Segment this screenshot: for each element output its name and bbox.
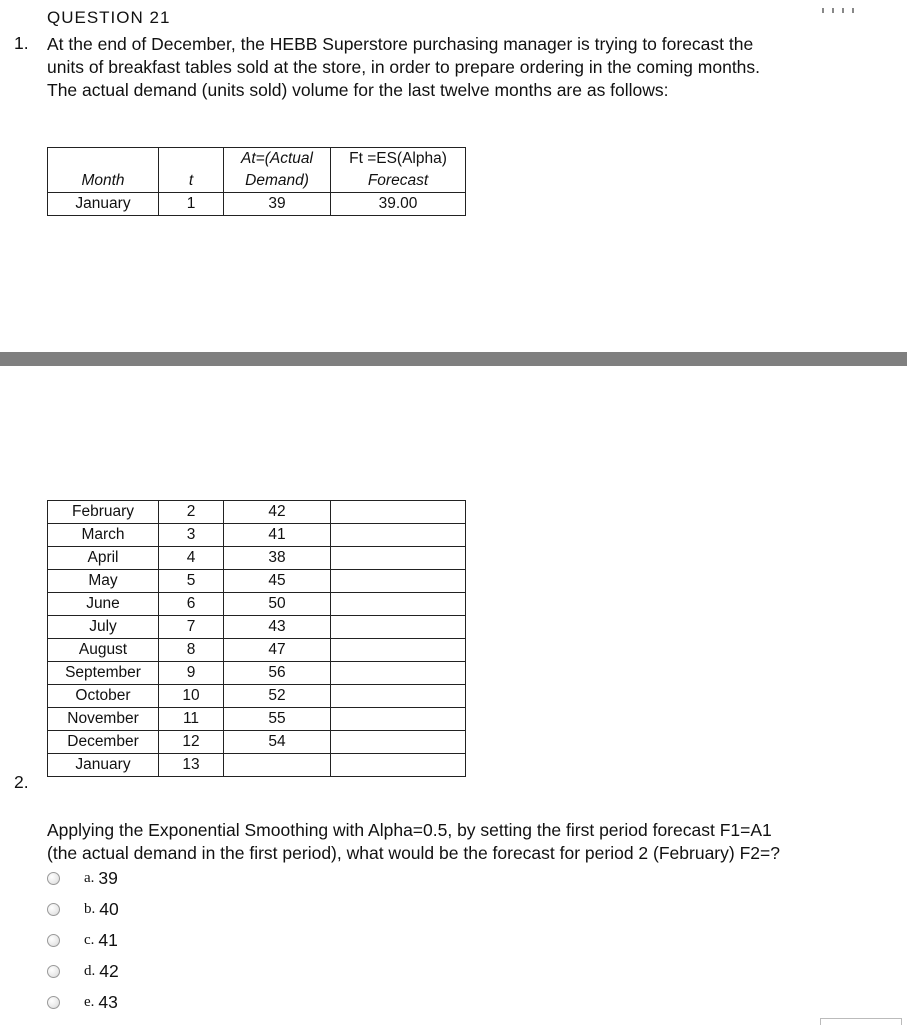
cell-actual: 54 [224, 731, 331, 754]
option-value: 43 [98, 991, 118, 1012]
cell-forecast[interactable] [331, 593, 466, 616]
option-b[interactable] [47, 897, 167, 921]
cell-actual: 52 [224, 685, 331, 708]
header-t: t [159, 148, 224, 193]
question-text [47, 33, 887, 102]
demand-table-header [47, 147, 466, 216]
cell-actual: 56 [224, 662, 331, 685]
table-row [48, 547, 466, 570]
cell-t: 10 [159, 685, 224, 708]
item-number-1: 1. [14, 33, 29, 53]
cell-forecast[interactable] [331, 662, 466, 685]
option-e[interactable] [47, 990, 167, 1014]
radio-button-icon[interactable] [47, 872, 60, 885]
table-row [48, 593, 466, 616]
cell-t: 5 [159, 570, 224, 593]
option-c[interactable] [47, 928, 167, 952]
cell-month: February [48, 501, 159, 524]
option-letter: a. [84, 869, 95, 886]
table-row [48, 501, 466, 524]
cell-month: November [48, 708, 159, 731]
cell-forecast[interactable] [331, 685, 466, 708]
table-header-row [48, 148, 466, 193]
cell-actual: 50 [224, 593, 331, 616]
cell-t: 3 [159, 524, 224, 547]
cell-month: June [48, 593, 159, 616]
cell-forecast[interactable] [331, 501, 466, 524]
question-line: units of breakfast tables sold at the store, in order to prepare ordering in the coming months. [47, 57, 761, 77]
option-letter: e. [84, 993, 95, 1010]
table-row [48, 616, 466, 639]
radio-button-icon[interactable] [47, 903, 60, 916]
cell-forecast[interactable] [331, 639, 466, 662]
option-value: 39 [98, 867, 118, 888]
question-line: At the end of December, the HEBB Superstore purchasing manager is trying to forecast the [47, 34, 754, 54]
cell-month: January [48, 193, 159, 216]
cell-actual: 41 [224, 524, 331, 547]
cell-t: 4 [159, 547, 224, 570]
table-row [48, 639, 466, 662]
header-actual-demand [224, 148, 331, 193]
cell-forecast[interactable] [331, 731, 466, 754]
top-edge-marks [822, 0, 892, 6]
header-actual-line2: Demand) [245, 172, 309, 189]
demand-table-body [47, 500, 466, 777]
cell-t: 7 [159, 616, 224, 639]
cell-t: 9 [159, 662, 224, 685]
cell-actual: 42 [224, 501, 331, 524]
option-value: 42 [99, 960, 119, 981]
option-d[interactable] [47, 959, 167, 983]
cell-month: May [48, 570, 159, 593]
question-title: QUESTION 21 [47, 8, 171, 27]
radio-button-icon[interactable] [47, 996, 60, 1009]
cell-actual: 55 [224, 708, 331, 731]
option-a[interactable] [47, 866, 167, 890]
section-divider [0, 352, 907, 366]
question-line: The actual demand (units sold) volume for the last twelve months are as follows: [47, 80, 669, 100]
header-forecast-line2: Forecast [367, 172, 429, 189]
cell-month: September [48, 662, 159, 685]
cell-forecast[interactable] [331, 547, 466, 570]
cell-forecast[interactable] [331, 570, 466, 593]
question-line: Applying the Exponential Smoothing with Alpha=0.5, by setting the first period forecast F1=A1 [47, 820, 772, 840]
cell-forecast[interactable] [331, 708, 466, 731]
cell-t: 1 [159, 193, 224, 216]
cell-month: January [48, 754, 159, 777]
cell-actual: 38 [224, 547, 331, 570]
cell-actual: 43 [224, 616, 331, 639]
cell-forecast: 39.00 [331, 193, 466, 216]
question-line: (the actual demand in the first period), what would be the forecast for period 2 (February) F2=? [47, 843, 780, 863]
table-row [48, 685, 466, 708]
option-value: 40 [99, 898, 119, 919]
header-forecast [331, 148, 466, 193]
cell-month: December [48, 731, 159, 754]
table-row [48, 662, 466, 685]
cell-month: March [48, 524, 159, 547]
option-value: 41 [98, 929, 118, 950]
cell-t: 12 [159, 731, 224, 754]
table-row [48, 754, 466, 777]
table-row [48, 570, 466, 593]
header-month: Month [48, 148, 159, 193]
table-row [48, 708, 466, 731]
cell-t: 6 [159, 593, 224, 616]
cell-forecast[interactable] [331, 754, 466, 777]
cell-t: 2 [159, 501, 224, 524]
cell-t: 8 [159, 639, 224, 662]
cell-actual: 45 [224, 570, 331, 593]
table-row [48, 524, 466, 547]
cell-actual [224, 754, 331, 777]
cell-t: 11 [159, 708, 224, 731]
header-forecast-line1: Ft =ES(Alpha) [349, 150, 447, 167]
cell-month: August [48, 639, 159, 662]
cell-forecast[interactable] [331, 524, 466, 547]
question-2-text [47, 819, 780, 865]
cell-actual: 47 [224, 639, 331, 662]
table-row [48, 731, 466, 754]
option-letter: b. [84, 900, 96, 917]
header-actual-line1: At=(Actual [241, 150, 313, 167]
table-row [48, 193, 466, 216]
option-letter: c. [84, 931, 95, 948]
cell-actual: 39 [224, 193, 331, 216]
option-letter: d. [84, 962, 96, 979]
cell-month: April [48, 547, 159, 570]
radio-button-icon[interactable] [47, 934, 60, 947]
item-number-2: 2. [14, 772, 29, 792]
cell-month: October [48, 685, 159, 708]
cell-forecast[interactable] [331, 616, 466, 639]
radio-button-icon[interactable] [47, 965, 60, 978]
cell-month: July [48, 616, 159, 639]
cell-t: 13 [159, 754, 224, 777]
